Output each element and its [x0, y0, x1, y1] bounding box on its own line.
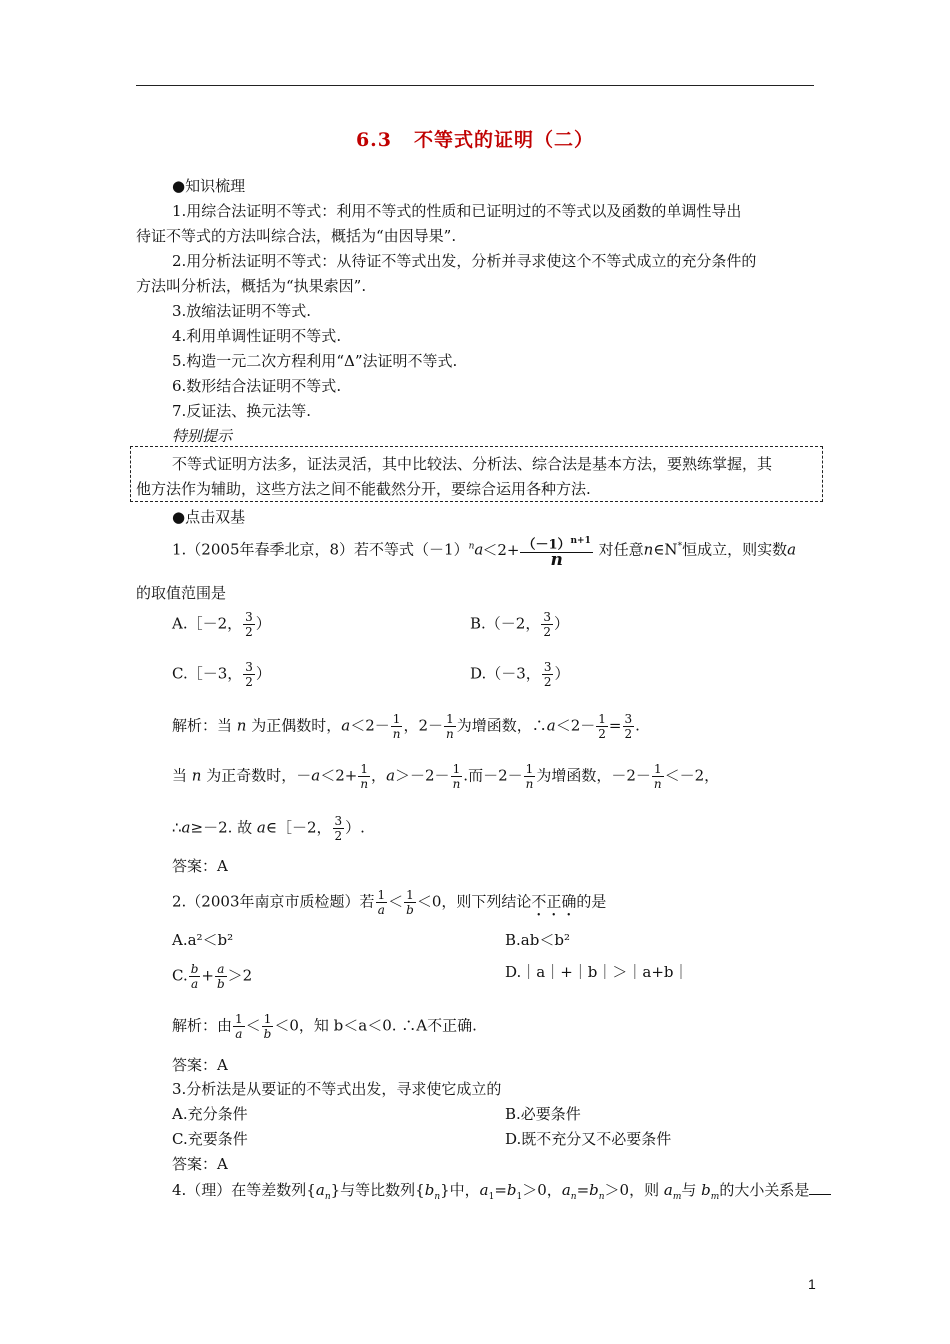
- knowledge-item-1-line1: 1.用综合法证明不等式：利用不等式的性质和已证明过的不等式以及函数的单调性导出: [172, 202, 742, 220]
- page-title: [0, 125, 950, 152]
- knowledge-item-1-line2: 待证不等式的方法叫综合法，概括为“由因导果”.: [136, 227, 457, 245]
- q2-option-d: D.｜a｜+｜b｜＞｜a+b｜: [505, 963, 689, 981]
- page-number: 1: [808, 1276, 816, 1292]
- q1-solution-line3: ∴a≥－2. 故 a∈［－2， $\frac{3}{2}$ ）.: [172, 814, 365, 843]
- q3-option-a: A.充分条件: [172, 1105, 248, 1123]
- tip-label: 特别提示: [172, 427, 233, 445]
- knowledge-item-4: 4.利用单调性证明不等式.: [172, 327, 342, 345]
- q1-stem-line2: 的取值范围是: [136, 584, 227, 602]
- q2-answer: 答案：A: [172, 1056, 228, 1074]
- basics-header: ●点击双基: [172, 508, 246, 526]
- q3-stem: 3.分析法是从要证的不等式出发，寻求使它成立的: [172, 1080, 502, 1098]
- tip-line-1: 不等式证明方法多，证法灵活，其中比较法、分析法、综合法是基本方法，要熟练掌握，其: [172, 455, 773, 473]
- q3-option-d: D.既不充分又不必要条件: [505, 1130, 672, 1148]
- q1-option-c: C.［－3， $\frac{3}{2}$ ）: [172, 660, 271, 689]
- q2-stem: 2.（2003年南京市质检题）若 $\frac{1}{a}$ ＜ $\frac{1}{b}$ ＜0，则下列结论不正确的是: [172, 888, 607, 917]
- q2-solution: 解析：由 $\frac{1}{a}$ ＜ $\frac{1}{b}$ ＜0，知 b＜a＜0. ∴A不正确.: [172, 1012, 477, 1041]
- q2-option-b: B.ab＜b²: [505, 931, 570, 949]
- knowledge-header: ●知识梳理: [172, 177, 246, 195]
- q2-option-c: C. $\frac{b}{a}$ + $\frac{a}{b}$ ＞2: [172, 962, 253, 991]
- q4-stem: 4.（理）在等差数列$\{a_n\}$与等比数列$\{b_n\}$中，$a_1=b_1>0$，$a_n=b_n>0$，则 $a_m$与 $b_m$的大小关系是: [172, 1180, 831, 1207]
- tip-line-2: 他方法作为辅助，这些方法之间不能截然分开，要综合运用各种方法.: [136, 480, 591, 498]
- q3-option-c: C.充要条件: [172, 1130, 248, 1148]
- q1-option-d: D.（－3， $\frac{3}{2}$ ）: [470, 660, 570, 689]
- q2-option-a: A.a²＜b²: [172, 931, 234, 949]
- knowledge-item-2-line1: 2.用分析法证明不等式：从待证不等式出发，分析并寻求使这个不等式成立的充分条件的: [172, 252, 757, 270]
- q3-option-b: B.必要条件: [505, 1105, 581, 1123]
- knowledge-item-2-line2: 方法叫分析法，概括为“执果索因”.: [136, 277, 367, 295]
- q1-solution-line1: 解析：当 n 为正偶数时，a＜2－ $\frac{1}{n}$ ，2－ $\frac{1}{n}$ 为增函数，∴a＜2－ $\frac{1}{2}$ = $\frac{3}{2}$ .: [172, 712, 640, 741]
- section-title: 不等式的证明（二）: [414, 129, 595, 151]
- q1-stem: 1.（2005年春季北京，8）若不等式$(-1)^na<2+$ $\frac{(-1)^{n+1}}{n}$ 对任意n∈N*恒成立，则实数a: [172, 536, 797, 571]
- header-rule: [136, 85, 814, 86]
- knowledge-item-3: 3.放缩法证明不等式.: [172, 302, 312, 320]
- knowledge-item-5: 5.构造一元二次方程利用“Δ”法证明不等式.: [172, 352, 458, 370]
- q1-solution-line2: 当 n 为正奇数时，－a＜2+ $\frac{1}{n}$ ，a＞－2－ $\frac{1}{n}$ .而－2－ $\frac{1}{n}$ 为增函数，－2－ $\frac{1}{n}$ ＜－2，: [172, 762, 720, 791]
- q1-answer: 答案：A: [172, 857, 228, 875]
- section-number: 6.3: [355, 129, 393, 151]
- knowledge-item-6: 6.数形结合法证明不等式.: [172, 377, 342, 395]
- knowledge-item-7: 7.反证法、换元法等.: [172, 402, 312, 420]
- q1-option-b: B.（－2， $\frac{3}{2}$ ）: [470, 610, 569, 639]
- q1-option-a: A.［－2， $\frac{3}{2}$ ）: [172, 610, 271, 639]
- q3-answer: 答案：A: [172, 1155, 228, 1173]
